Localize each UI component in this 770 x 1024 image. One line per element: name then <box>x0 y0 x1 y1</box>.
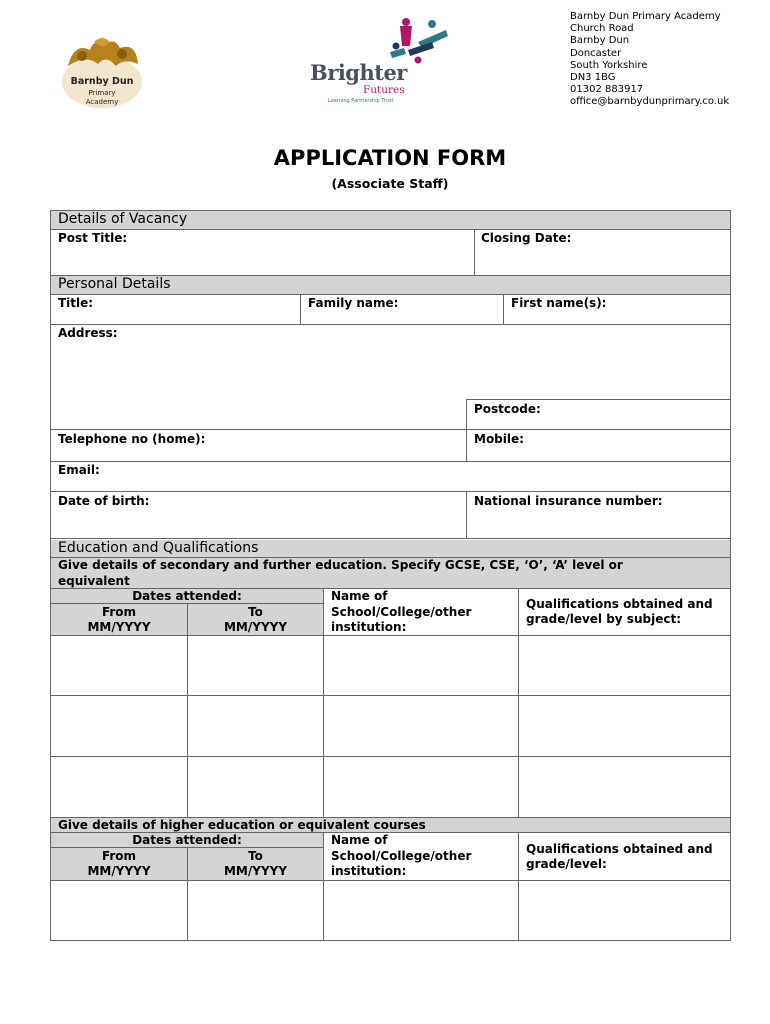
divider <box>503 294 504 324</box>
institution-header-line1: Name of <box>331 589 388 603</box>
rule <box>50 229 731 230</box>
higher-institution-line1: Name of <box>331 833 388 847</box>
rule <box>50 294 731 295</box>
address-line: Doncaster <box>570 47 622 59</box>
institution-header-line3: institution: <box>331 620 407 634</box>
address-line: DN3 1BG <box>570 72 616 84</box>
school-logo <box>60 36 144 112</box>
education-heading: Education and Qualifications <box>58 540 259 556</box>
family-name-field[interactable]: Family name: <box>308 296 399 310</box>
rule <box>50 429 731 430</box>
page-title: APPLICATION FORM <box>273 146 507 170</box>
to-header: To <box>248 605 263 619</box>
ni-number-field[interactable]: National insurance number: <box>474 494 663 508</box>
first-names-field[interactable]: First name(s): <box>511 296 607 310</box>
address-field[interactable]: Address: <box>58 326 118 340</box>
secondary-entry-row-1[interactable] <box>51 636 730 695</box>
school-logo-line1: Barnby Dun <box>70 76 134 87</box>
rule <box>50 940 731 941</box>
telephone-field[interactable]: Telephone no (home): <box>58 432 206 446</box>
rule <box>50 324 731 325</box>
vacancy-heading: Details of Vacancy <box>58 211 188 227</box>
personal-heading: Personal Details <box>58 276 171 292</box>
from-header: From <box>101 605 137 619</box>
address-line: South Yorkshire <box>570 59 648 71</box>
institution-header-line2: School/College/other <box>331 605 472 619</box>
higher-from-format: MM/YYYY <box>87 864 151 878</box>
school-address <box>570 11 729 109</box>
secondary-entry-row-2[interactable] <box>51 696 730 756</box>
to-format: MM/YYYY <box>223 620 288 634</box>
divider <box>466 399 467 461</box>
divider <box>300 294 301 324</box>
trust-logo-sub: Futures <box>363 84 405 96</box>
qualifications-header-line2: grade/level by subject: <box>526 612 681 626</box>
post-title-field[interactable]: Post Title: <box>58 231 128 245</box>
address-line: 01302 883917 <box>570 84 644 96</box>
rule <box>50 538 731 539</box>
higher-dates-attended-header: Dates attended: <box>132 833 242 847</box>
school-logo-line3: Academy <box>85 98 119 106</box>
higher-entry-row-1[interactable] <box>51 881 730 940</box>
rule <box>50 491 731 492</box>
higher-from-header: From <box>101 849 137 863</box>
qualifications-header-line1: Qualifications obtained and <box>526 597 713 611</box>
higher-qualifications-line2: grade/level: <box>526 857 607 871</box>
higher-institution-line3: institution: <box>331 864 407 878</box>
trust-logo <box>308 16 453 108</box>
school-logo-line2: Primary <box>88 89 116 97</box>
trust-logo-tagline: Learning Partnership Trust <box>328 98 394 104</box>
dob-field[interactable]: Date of birth: <box>58 494 150 508</box>
higher-to-format: MM/YYYY <box>223 864 288 878</box>
higher-to-header: To <box>248 849 263 863</box>
closing-date-field[interactable]: Closing Date: <box>481 231 572 245</box>
address-line[interactable]: office@barnbydunprimary.co.uk <box>570 96 730 108</box>
secondary-instruction-line1: Give details of secondary and further education. Specify GCSE, CSE, ‘O’, ‘A’ level or <box>58 558 623 572</box>
higher-qualifications-line1: Qualifications obtained and <box>526 842 713 856</box>
page-subtitle: (Associate Staff) <box>331 176 449 191</box>
divider <box>474 229 475 275</box>
higher-ed-instruction: Give details of higher education or equivalent courses <box>58 818 426 832</box>
higher-institution-line2: School/College/other <box>331 849 472 863</box>
secondary-instruction-line2: equivalent <box>58 574 130 588</box>
trust-logo-name: Brighter <box>310 60 407 85</box>
title-field[interactable]: Title: <box>58 296 94 310</box>
mobile-field[interactable]: Mobile: <box>474 432 524 446</box>
secondary-entry-row-3[interactable] <box>51 757 730 817</box>
postcode-field[interactable]: Postcode: <box>474 402 541 416</box>
divider <box>466 491 467 538</box>
rule <box>50 461 731 462</box>
rule <box>466 399 731 400</box>
address-line: Church Road <box>570 23 634 35</box>
address-line: Barnby Dun <box>570 35 630 47</box>
dates-attended-header: Dates attended: <box>132 589 242 603</box>
from-format: MM/YYYY <box>87 620 151 634</box>
address-line: Barnby Dun Primary Academy <box>570 11 721 22</box>
email-field[interactable]: Email: <box>58 463 100 477</box>
